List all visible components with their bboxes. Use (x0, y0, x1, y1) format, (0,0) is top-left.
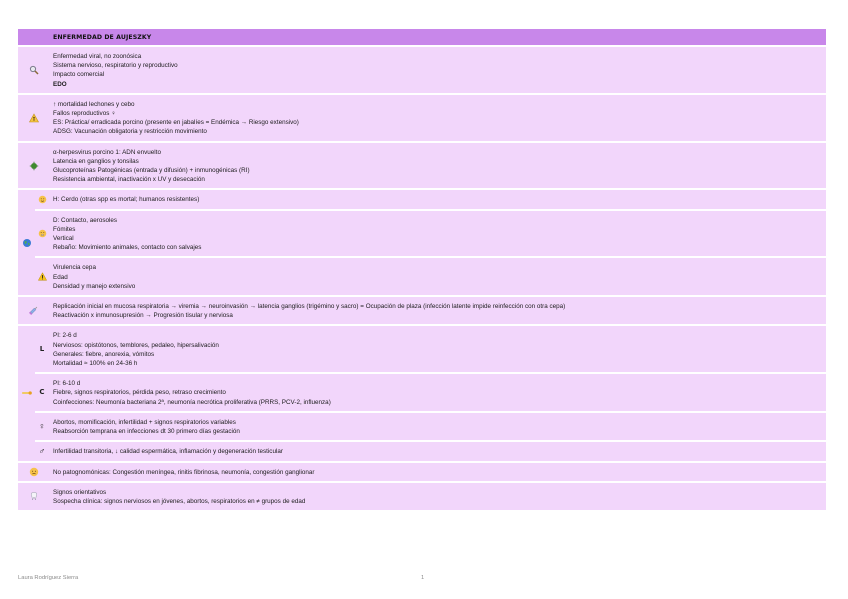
risk-factors-block (49, 258, 826, 295)
line: Replicación inicial en mucosa respiratoria → viremia → neuroinvasión → latencia ganglios (trigémino y sacro) = Ocupación de plaza (infección latente impide reinfección con otra cepa) (53, 303, 566, 311)
line: Signos orientativos (53, 488, 107, 496)
pathogenesis-block (49, 297, 826, 324)
footer-page-number: 1 (421, 575, 425, 581)
line: ↑ mortalidad lechones y cebo (53, 100, 135, 108)
host-block (49, 190, 826, 208)
line: Infertilidad transitoria, ↓ calidad espermática, inflamación y degeneración testicular (53, 448, 283, 456)
line: Impacto comercial (53, 71, 105, 79)
intro-block (49, 47, 826, 93)
line: Edad (53, 273, 68, 281)
header-blank (18, 29, 49, 45)
line: Resistencia ambiental, inactivación x UV y desecación (53, 176, 205, 184)
pig-face-icon (35, 190, 49, 208)
diagnosis-block (49, 483, 826, 510)
cough-face-icon (35, 211, 49, 257)
agent-block (49, 143, 826, 189)
line: Sospecha clínica: signos nerviosos en jóvenes, abortos, respiratorios en ≠ grupos de edad (53, 497, 306, 505)
line: Nerviosos: opistótonos, temblores, pedaleo, hipersalivación (53, 341, 219, 349)
warning-icon (35, 258, 49, 295)
line: Virulencia cepa (53, 264, 96, 272)
lechones-block (49, 326, 826, 372)
line: Fallos reproductivos ♀ (53, 110, 116, 118)
syringe-icon (18, 297, 49, 324)
line: Densidad y manejo extensivo (53, 282, 136, 290)
table-title: ENFERMEDAD DE AUJESZKY (49, 29, 826, 45)
line: Reabsorción temprana en infecciones dt 30 primero días gestación (53, 428, 240, 436)
females-block (49, 413, 826, 440)
sick-face-icon (18, 463, 49, 481)
line: D: Contacto, aerosoles (53, 216, 118, 224)
line: Fiebre, signos respiratorios, pérdida peso, retraso crecimiento (53, 389, 226, 397)
lechones-letter: L (35, 326, 49, 372)
line: H: Cerdo (otras spp es mortal; humanos resistentes) (53, 196, 200, 204)
line: Glucoproteínas Patogénicas (entrada y difusión) + inmunogénicas (RI) (53, 167, 250, 175)
line: Latencia en ganglios y tonsilas (53, 157, 139, 165)
line: Generales: fiebre, anorexia, vómitos (53, 350, 155, 358)
importance-block (49, 95, 826, 141)
footer-author: Laura Rodríguez Sierra (18, 575, 79, 581)
line: PI: 2-6 d (53, 332, 77, 340)
globe-icon (18, 190, 35, 295)
line: α-herpesvirus porcino 1: ADN envuelto (53, 148, 161, 156)
males-block (49, 442, 826, 460)
summary-table (18, 29, 826, 510)
male-symbol: ♂ (35, 442, 49, 460)
line: Sistema nervioso, respiratorio y reproductivo (53, 62, 178, 70)
line: Vertical (53, 235, 74, 243)
virus-icon (18, 143, 49, 189)
line: Fómites (53, 225, 76, 233)
line: Rebaño: Movimiento animales, contacto con salvajes (53, 244, 202, 252)
line: ES: Práctica/ erradicada porcino (presente en jabalíes = Endémica → Riesgo extensivo) (53, 119, 299, 127)
cebo-letter: C (35, 374, 49, 411)
line: Mortalidad ≈ 100% en 24-36 h (53, 360, 138, 368)
lesions-block (49, 463, 826, 481)
magnifier-icon (18, 47, 49, 93)
line: EDO (53, 80, 67, 88)
tooth-icon (18, 483, 49, 510)
transmission-block (49, 211, 826, 257)
thermometer-icon (18, 326, 35, 460)
line: Enfermedad viral, no zoonósica (53, 53, 142, 60)
line: Abortos, momificación, infertilidad + signos respiratorios variables (53, 418, 236, 426)
line: ADSG: Vacunación obligatoria y restricción movimiento (53, 128, 207, 136)
warning-figure-icon (18, 95, 49, 141)
line: Reactivación x inmunosupresión → Progresión tisular y nerviosa (53, 312, 233, 320)
line: Coinfecciones: Neumonía bacteriana 2ª, neumonía necrótica proliferativa (PRRS, PCV-2, influenza) (53, 398, 331, 406)
cebo-block (49, 374, 826, 411)
line: No patognomónicas: Congestión meníngea, rinitis fibrinosa, neumonía, congestión ganglionar (53, 468, 315, 476)
line: PI: 6-10 d (53, 380, 81, 388)
female-symbol: ♀ (35, 413, 49, 440)
